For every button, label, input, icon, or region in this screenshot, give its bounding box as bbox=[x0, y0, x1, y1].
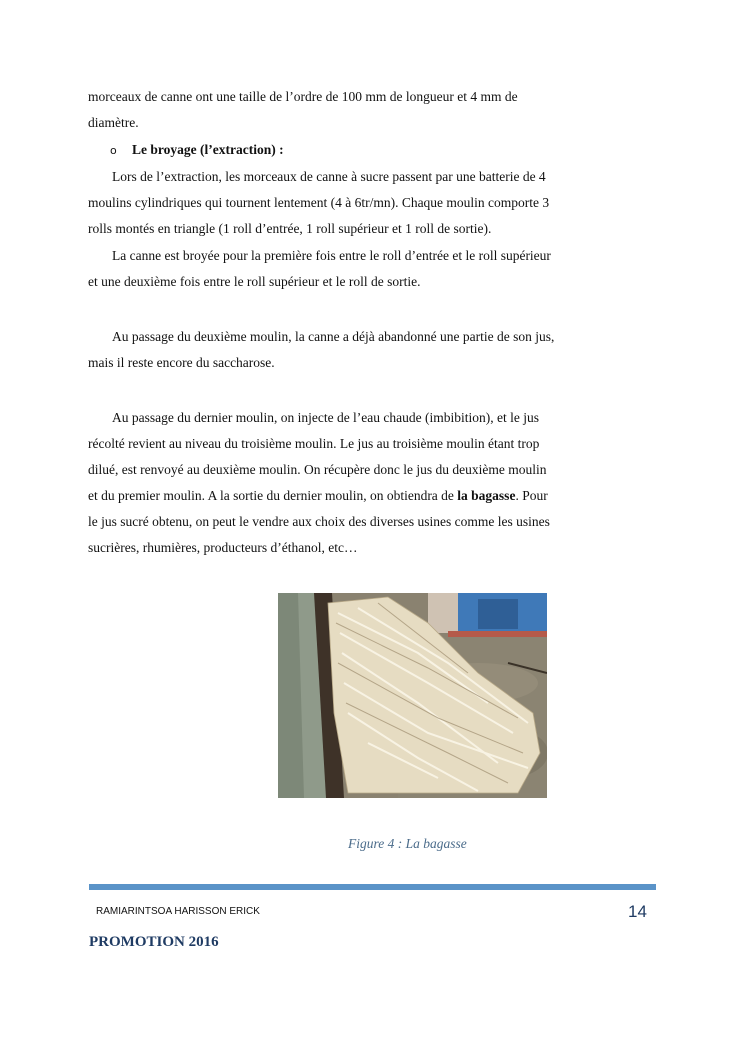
text-line bbox=[88, 487, 548, 505]
section-heading-text: Le broyage (l’extraction) : bbox=[132, 142, 284, 157]
text-line: rolls montés en triangle (1 roll d’entrée, 1 roll supérieur et 1 roll de sortie). bbox=[88, 221, 492, 236]
text-run: . Pour bbox=[515, 488, 548, 503]
bagasse-photo bbox=[278, 593, 547, 798]
page-number: 14 bbox=[628, 902, 647, 921]
bold-term: la bagasse bbox=[457, 488, 516, 503]
text-line: mais il reste encore du saccharose. bbox=[88, 355, 275, 370]
text-line: récolté revient au niveau du troisième moulin. Le jus au troisième moulin étant trop bbox=[88, 436, 540, 451]
text-line: morceaux de canne ont une taille de l’ordre de 100 mm de longueur et 4 mm de bbox=[88, 89, 518, 104]
section-heading bbox=[110, 141, 284, 160]
bullet-circle-icon: o bbox=[110, 144, 117, 157]
text-line: Lors de l’extraction, les morceaux de canne à sucre passent par une batterie de 4 bbox=[112, 169, 546, 184]
figure-caption: Figure 4 : La bagasse bbox=[348, 836, 467, 851]
text-line: le jus sucré obtenu, on peut le vendre aux choix des diverses usines comme les usines bbox=[88, 514, 550, 529]
footer-divider bbox=[89, 884, 656, 890]
text-line: dilué, est renvoyé au deuxième moulin. On récupère donc le jus du deuxième moulin bbox=[88, 462, 547, 477]
text-line: La canne est broyée pour la première fois entre le roll d’entrée et le roll supérieur bbox=[112, 248, 551, 263]
text-line: diamètre. bbox=[88, 115, 139, 130]
footer-author: RAMIARINTSOA HARISSON ERICK bbox=[96, 906, 260, 917]
text-line: Au passage du deuxième moulin, la canne a déjà abandonné une partie de son jus, bbox=[112, 329, 555, 344]
text-line: Au passage du dernier moulin, on injecte de l’eau chaude (imbibition), et le jus bbox=[112, 410, 539, 425]
text-line: moulins cylindriques qui tournent lentement (4 à 6tr/mn). Chaque moulin comporte 3 bbox=[88, 195, 550, 210]
text-line: sucrières, rhumières, producteurs d’éthanol, etc… bbox=[88, 540, 358, 555]
text-line: et une deuxième fois entre le roll supérieur et le roll de sortie. bbox=[88, 274, 421, 289]
text-run: et du premier moulin. A la sortie du dernier moulin, on obtiendra de bbox=[88, 488, 458, 503]
footer-promotion: PROMOTION 2016 bbox=[89, 934, 219, 950]
